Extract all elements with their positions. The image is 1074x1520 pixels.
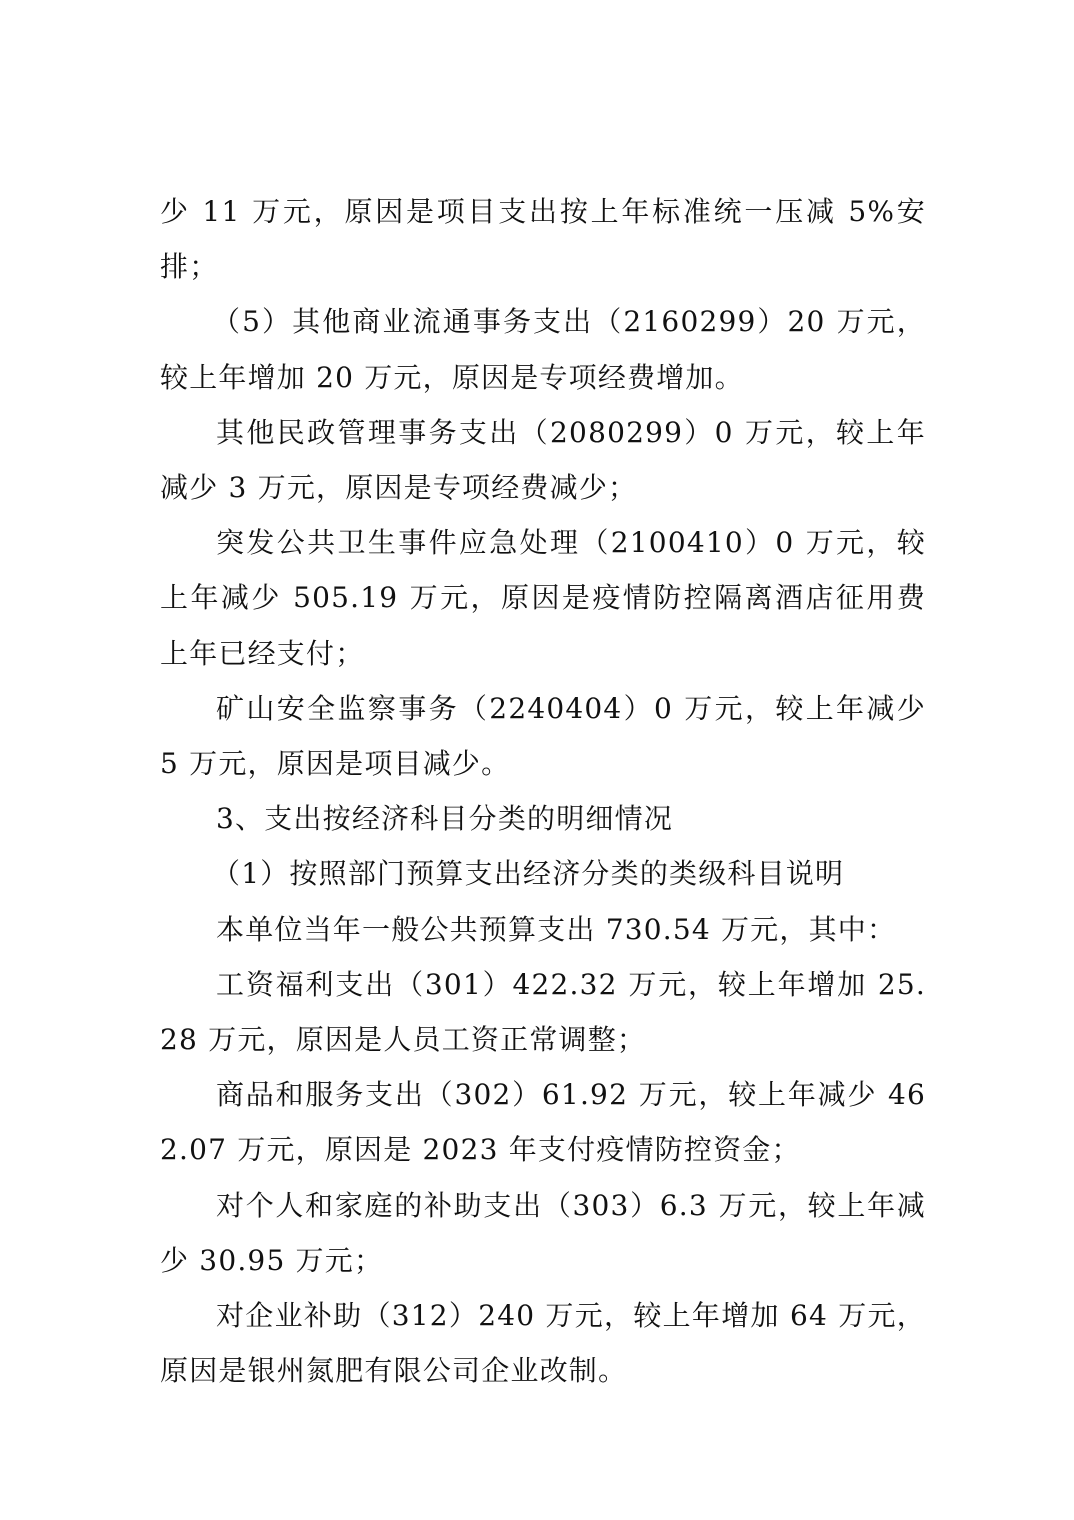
paragraph-9: 工资福利支出（301）422.32 万元，较上年增加 25.28 万元，原因是人员工资正常调整； (160, 967, 926, 1057)
paragraph-3: 其他民政管理事务支出（2080299）0 万元，较上年减少 3 万元，原因是专项经费减少； (160, 415, 926, 505)
paragraph-12: 对企业补助（312）240 万元，较上年增加 64 万元，原因是银州氮肥有限公司企业改制。 (160, 1299, 926, 1388)
section-heading: 3、支出按经济科目分类的明细情况 (216, 802, 674, 836)
document-body (160, 184, 926, 1398)
paragraph-4: 突发公共卫生事件应急处理（2100410）0 万元，较上年减少 505.19 万元，原因是疫情防控隔离酒店征用费上年已经支付； (160, 526, 926, 670)
paragraph-5: 矿山安全监察事务（2240404）0 万元，较上年减少 5 万元，原因是项目减少。 (160, 691, 926, 781)
paragraph-1: 少 11 万元，原因是项目支出按上年标准统一压减 5%安排； (160, 195, 926, 284)
paragraph-10: 商品和服务支出（302）61.92 万元，较上年减少 462.07 万元，原因是 2023 年支付疫情防控资金； (160, 1078, 926, 1167)
paragraph-11: 对个人和家庭的补助支出（303）6.3 万元，较上年减少 30.95 万元； (160, 1188, 926, 1277)
subsection-heading: （1）按照部门预算支出经济分类的类级科目说明 (212, 857, 845, 891)
paragraph-2: （5）其他商业流通事务支出（2160299）20 万元，较上年增加 20 万元，原因是专项经费增加。 (160, 305, 926, 394)
paragraph-8: 本单位当年一般公共预算支出 730.54 万元，其中： (216, 912, 897, 946)
